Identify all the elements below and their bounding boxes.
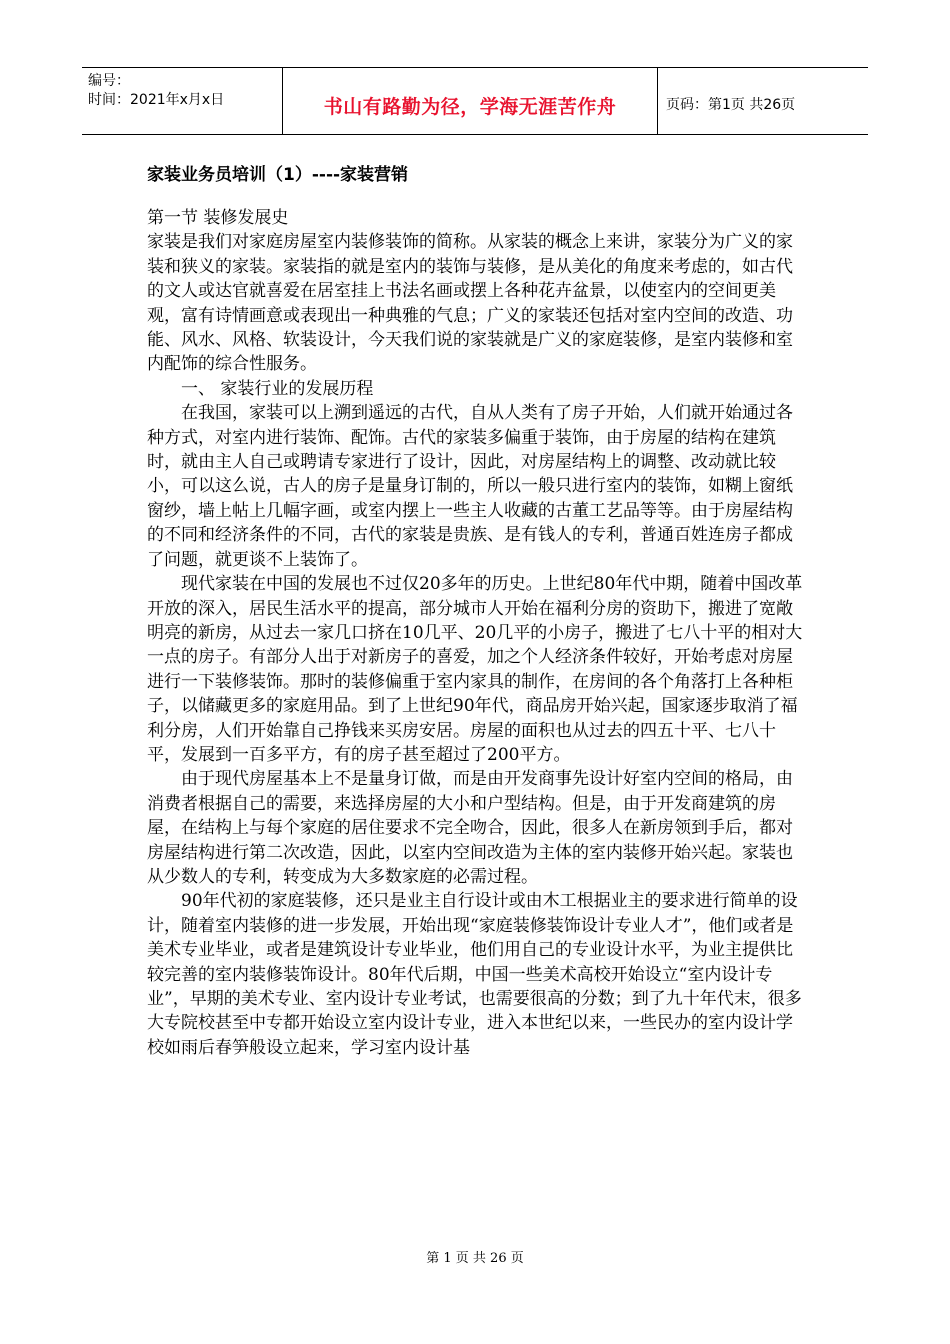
body-paragraph: 现代家装在中国的发展也不过仅20多年的历史。上世纪80年代中期，随着中国改革开放的深入，居民生活水平的提高，部分城市人开始在福利分房的资助下，搬进了宽敞明亮的新房，从过去一家几口挤在10几平、20几平的小房子，搬进了七八十平的相对大一点的房子。有部分人出于对新房子的喜爱，加之个人经济条件较好，开始考虑对房屋进行一下装修装饰。那时的装修偏重于室内家具的制作，在房间的各个角落打上各种柜子，以储藏更多的家庭用品。到了上世纪90年代，商品房开始兴起，国家逐步取消了福利分房，人们开始靠自己挣钱来买房安居。房屋的面积也从过去的四五十平、七八十平，发展到一百多平方，有的房子甚至超过了200平方。 <box>147 574 803 765</box>
header-motto-cell <box>283 68 658 134</box>
body-paragraph: 由于现代房屋基本上不是量身订做，而是由开发商事先设计好室内空间的格局，由消费者根据自己的需要，来选择房屋的大小和户型结构。但是，由于开发商建筑的房屋，在结构上与每个家庭的居住要求不完全吻合，因此，很多人在新房领到手后，都对房屋结构进行第二次改造，因此，以室内空间改造为主体的室内装修开始兴起。家装也从少数人的专利，转变成为大多数家庭的必需过程。 <box>147 769 793 887</box>
intro-paragraph: 家装是我们对家庭房屋室内装修装饰的简称。从家装的概念上来讲，家装分为广义的家装和狭义的家装。家装指的就是室内的装饰与装修，是从美化的角度来考虑的，如古代的文人或达官就喜爱在居室挂上书法名画或摆上各种花卉盆景，以使室内的空间更美观，富有诗情画意或表现出一种典雅的气息；广义的家装还包括对室内空间的改造、功能、风水、风格、软装设计，今天我们说的家装就是广义的家庭装修，是室内装修和室内配饰的综合性服务。 <box>147 232 793 375</box>
subsection-title: 一、 家装行业的发展历程 <box>181 378 374 399</box>
header-motto: 书山有路勤为径，学海无涯苦作舟 <box>323 95 617 118</box>
footer-page-number: 第 1 页 共 26 页 <box>426 1251 524 1266</box>
section-title: 第一节 装修发展史 <box>147 208 289 228</box>
body-paragraph: 在我国，家装可以上溯到遥远的古代，自从人类有了房子开始，人们就开始通过各种方式，对室内进行装饰、配饰。古代的家装多偏重于装饰，由于房屋的结构在建筑时，就由主人自己或聘请专家进行了设计，因此，对房屋结构上的调整、改动就比较小，可以这么说，古人的房子是量身订制的，所以一般只进行室内的装饰，如糊上窗纸窗纱，墙上帖上几幅字画，或室内摆上一些主人收藏的古董工艺品等等。由于房屋结构的不同和经济条件的不同，古代的家装是贵族、是有钱人的专利，普通百姓连房子都成了问题，就更谈不上装饰了。 <box>147 403 793 570</box>
document-title: 家装业务员培训（1）----家装营销 <box>147 165 409 185</box>
date-label: 时间：2021年x月x日 <box>88 92 225 108</box>
header-meta <box>82 68 283 134</box>
number-label: 编号： <box>88 73 130 89</box>
page-header <box>82 67 868 135</box>
header-page-info-cell <box>658 68 868 134</box>
body-paragraph: 90年代初的家庭装修，还只是业主自行设计或由木工根据业主的要求进行简单的设计，随着室内装修的进一步发展，开始出现“家庭装修装饰设计专业人才”，他们或者是美术专业毕业，或者是建筑设计专业毕业，他们用自己的专业设计水平，为业主提供比较完善的室内装修装饰设计。80年代后期，中国一些美术高校开始设立“室内设计专业”，早期的美术专业、室内设计专业考试，也需要很高的分数；到了九十年代末，很多大专院校甚至中专都开始设立室内设计专业，进入本世纪以来，一些民办的室内设计学校如雨后春笋般设立起来，学习室内设计基 <box>147 891 802 1058</box>
page-footer <box>0 1247 950 1266</box>
document-body <box>147 206 807 1060</box>
header-page-info: 页码：第1页 共26页 <box>666 97 796 113</box>
